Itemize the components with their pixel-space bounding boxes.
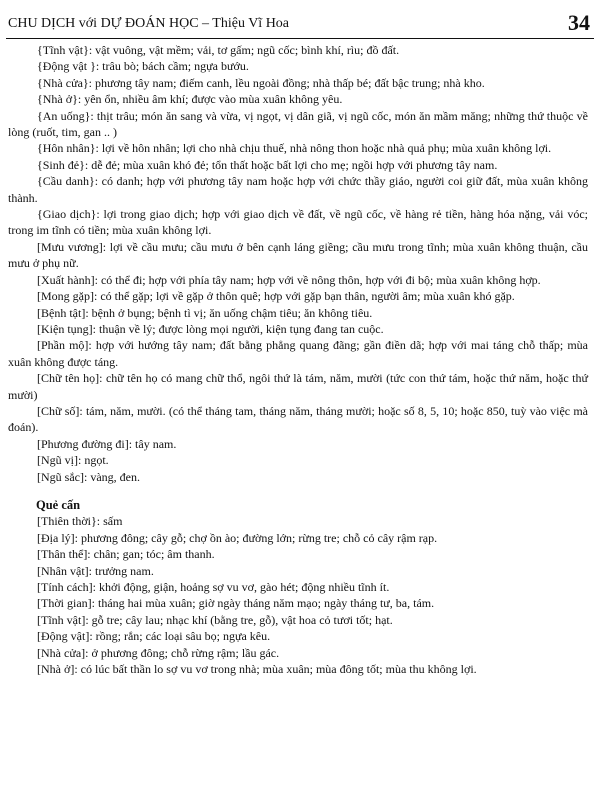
- paragraph: [Kiện tụng]: thuận về lý; được lòng mọi người, kiện tụng đang tan cuộc.: [37, 321, 384, 336]
- paragraph: [Tính cách]: khởi động, giận, hoảng sợ vu vơ, gào hét; động nhiều tĩnh ít.: [37, 580, 390, 594]
- paragraph: [Nhà cửa]: ở phương đông; chỗ rừng rậm; lầu gác.: [37, 645, 280, 660]
- paragraph: {Nhà cửa}: phương tây nam; điếm canh, lều ngoài đồng; nhà thấp bé; đất bậc trung; nhà kho.: [37, 75, 485, 90]
- paragraph: [Thân thể]: chân; gan; tóc; âm thanh.: [37, 547, 215, 562]
- paragraph: [Bệnh tật]: bệnh ở bụng; bệnh tì vị; ăn uống chậm tiêu; ăn không tiêu.: [37, 305, 373, 320]
- paragraph: [Chữ số]: tám, năm, mười. (có thể tháng tam, tháng năm, tháng mười; hoặc số 8, 5, 10; hoặc 850, tuỳ vào việc mà đoán).: [8, 403, 588, 435]
- paragraph: [Chữ tên họ]: chữ tên họ có mang chữ thổ, ngôi thứ là tám, năm, mười (tức con thứ tám, hoặc thứ năm, hoặc thứ mười): [8, 371, 588, 402]
- paragraph: [Mong gặp]: có thể gặp; lợi về gặp ở thôn quê; hợp với gặp bạn thân, người âm; mùa xuân khó gặp.: [37, 289, 515, 304]
- paragraph: [Xuất hành]: có thể đi; hợp với phía tây nam; hợp với về nông thôn, hợp với đi bộ; mùa xuân không hợp.: [37, 272, 541, 287]
- paragraph: [Thời gian]: tháng hai mùa xuân; giờ ngày tháng năm mạo; ngày tháng tư, ba, tám.: [37, 596, 435, 611]
- paragraph: [Địa lý]: phương đông; cây gỗ; chợ ồn ào; đường lớn; rừng tre; chỗ cỏ cây rậm rạp.: [37, 530, 438, 545]
- paragraph: [Động vật]: rồng; rắn; các loại sâu bọ; ngựa kêu.: [37, 629, 271, 644]
- paragraph: {Giao dịch}: lợi trong giao dịch; hợp với giao dịch về đất, về ngũ cốc, về hàng rẻ tiền, hàng hóa nặng, vải vóc; trong im tĩnh có tiền; mùa xuân không lợi.: [8, 207, 588, 238]
- paragraph: [Tĩnh vật]: gỗ tre; cây lau; nhạc khí (bằng tre, gỗ), vật hoa cỏ tươi tốt; hạt.: [37, 612, 393, 627]
- paragraph: [Ngũ vị]: ngọt.: [37, 453, 109, 468]
- paragraph: [Ngũ sắc]: vàng, đen.: [37, 469, 140, 484]
- paragraph: {Cầu danh}: có danh; hợp với phương tây nam hoặc hợp với chức thầy giáo, người coi giữ đất, mùa xuân không thành.: [8, 174, 588, 205]
- page-number: 34: [568, 10, 590, 35]
- section-heading: Quẻ cấn: [36, 497, 81, 512]
- paragraph: [Thiên thời}: sấm: [37, 514, 123, 529]
- paragraph: {Nhà ở}: yên ổn, nhiều âm khí; được vào mùa xuân không yêu.: [37, 92, 343, 107]
- page-header: [8, 6, 592, 36]
- paragraph: [Mưu vương]: lợi về cầu mưu; cầu mưu ở bên cạnh láng giềng; cầu mưu trong tĩnh; mùa xuân không thuận, cầu mưu ở phụ nữ.: [8, 239, 588, 271]
- paragraph: [Phương đường đi]: tây nam.: [37, 436, 177, 451]
- page-body: [8, 42, 588, 677]
- header-rule: [6, 38, 594, 39]
- paragraph: [Phần mộ]: hợp với hướng tây nam; đất bằng phẳng quang đãng; gần điền dã; hợp với mai táng chỗ thấp; mùa xuân không được táng.: [8, 338, 588, 369]
- running-title: CHU DỊCH với DỰ ĐOÁN HỌC – Thiệu Vĩ Hoa: [8, 16, 290, 31]
- paragraph: {Động vật }: trâu bò; bách cầm; ngựa bướu.: [37, 59, 249, 74]
- paragraph: {Sinh đẻ}: dễ đẻ; mùa xuân khó đẻ; tổn thất hoặc bất lợi cho mẹ; ngồi hợp với phương tây nam.: [37, 157, 498, 172]
- paragraph: {An uống}: thịt trâu; món ăn sang và vừa, vị ngọt, vị dân giã, vị ngũ cốc, món ăn mầm măng; những thứ thuộc về lòng (ruốt, tim, gan .. ): [8, 108, 588, 140]
- paragraph: {Tĩnh vật}: vật vuông, vật mềm; vải, tơ gấm; ngũ cốc; bình khí, rìu; đồ đất.: [37, 43, 400, 57]
- paragraph: [Nhà ở]: có lúc bất thần lo sợ vu vơ trong nhà; mùa xuân; mùa đông tốt; mùa thu không lợi.: [37, 662, 477, 677]
- paragraph: [Nhân vật]: trưởng nam.: [37, 563, 154, 578]
- paragraph: {Hôn nhân}: lợi về hôn nhân; lợi cho nhà chịu thuế, nhà nông thon hoặc nhà quả phụ; mùa xuân không lợi.: [37, 141, 552, 156]
